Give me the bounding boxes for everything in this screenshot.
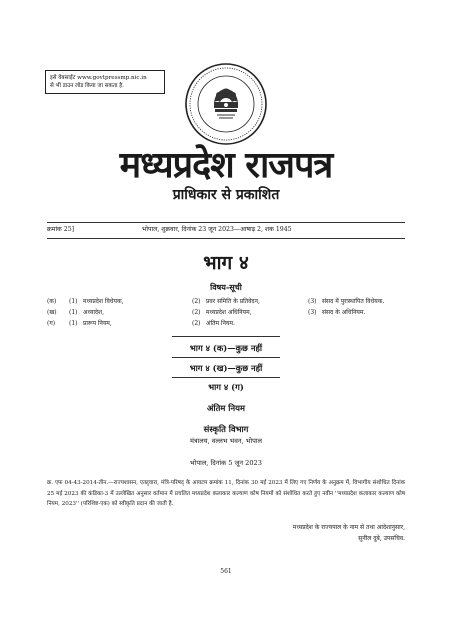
part-a-heading: भाग ४ (क)—कुछ नहीं: [189, 343, 263, 353]
notice-line-1: इसे वेबसाईट www.govtpressmp.nic.in: [50, 75, 147, 81]
ashoka-emblem-seal-icon: [184, 62, 268, 146]
part-title: भाग ४: [203, 252, 249, 274]
part-c-heading: भाग ४ (ग): [208, 382, 244, 392]
toc-item: (3) संसद में पुरःस्थापित विधेयक.: [308, 298, 385, 305]
toc-heading: विषय-सूची: [210, 282, 242, 292]
website-notice-box: [45, 70, 165, 94]
part-b-heading: भाग ४ (ख)—कुछ नहीं: [189, 363, 263, 373]
signature-line-1: मध्यप्रदेश के राज्यपाल के नाम से तथा आदेशानुसार,: [292, 524, 405, 531]
toc-item: (2) अंतिम नियम.: [192, 320, 235, 327]
top-rule: [47, 222, 405, 223]
issue-rule: [47, 238, 405, 239]
department-address: मंत्रालय, वल्लभ भवन, भोपाल: [189, 437, 263, 445]
toc-item: (3) संसद के अधिनियम.: [308, 309, 366, 316]
signature-line-2: सुनील दुबे, उपसचिव.: [358, 535, 405, 542]
toc-item: (ग) (1) प्रारूप नियम,: [47, 320, 112, 327]
toc-column-1: [47, 296, 124, 329]
department-heading: संस्कृति विभाग: [203, 424, 249, 434]
notification-date: भोपाल, दिनांक 5 जून 2023: [190, 459, 262, 467]
issue-place-date: भोपाल, शुक्रवार, दिनांक 23 जून 2023—आषाढ़ 2, शक 1945: [142, 226, 292, 233]
toc-item: (2) मध्यप्रदेश अधिनियम,: [192, 309, 252, 316]
page-number: 561: [220, 568, 232, 575]
section-rule: [172, 377, 280, 378]
issue-number: क्रमांक 25]: [47, 226, 75, 233]
notice-line-2: से भी डाउन लोड किया जा सकता है.: [50, 83, 124, 89]
gazette-title: मध्यप्रदेश राजपत्र: [119, 144, 333, 186]
toc-item: (2) प्रवर समिति के प्रतिवेदन,: [192, 298, 260, 305]
final-rules-heading: अंतिम नियम: [207, 403, 245, 413]
issue-line: [47, 224, 405, 236]
toc-item: (ख) (1) अध्यादेश,: [47, 309, 105, 316]
gazette-subtitle: प्राधिकार से प्रकाशित: [172, 187, 280, 203]
toc-column-3: [308, 296, 384, 318]
section-rule: [172, 336, 280, 337]
notification-paragraph: क्र. एफ 04-43-2014-तीन.—राज्यशासन, एतद्द्वारा, मंत्रि-परिषद् के आयटम क्रमांक 11, दिनांक 30 मई 2023 में लिए गए निर्णय के अनुक्रम में, विभागीय संशोधित दिनांक 25 मई 2023 की कंडिका-3 में उल्लेखित अनुसार वर्तमान में प्रचलित मध्यप्रदेश कलाकार कल्याण कोष नियमों को संशोधित करते हुए नवीन ''मध्यप्रदेश कलाकार कल्याण कोष नियम, 2023'' (परिशिष्ट-एक) को स्वीकृति प्रदान की जाती है.: [47, 480, 405, 507]
toc-item: (क) (1) मध्यप्रदेश विधेयक,: [47, 298, 124, 305]
toc-column-2: [192, 296, 260, 329]
section-rule: [172, 357, 280, 358]
